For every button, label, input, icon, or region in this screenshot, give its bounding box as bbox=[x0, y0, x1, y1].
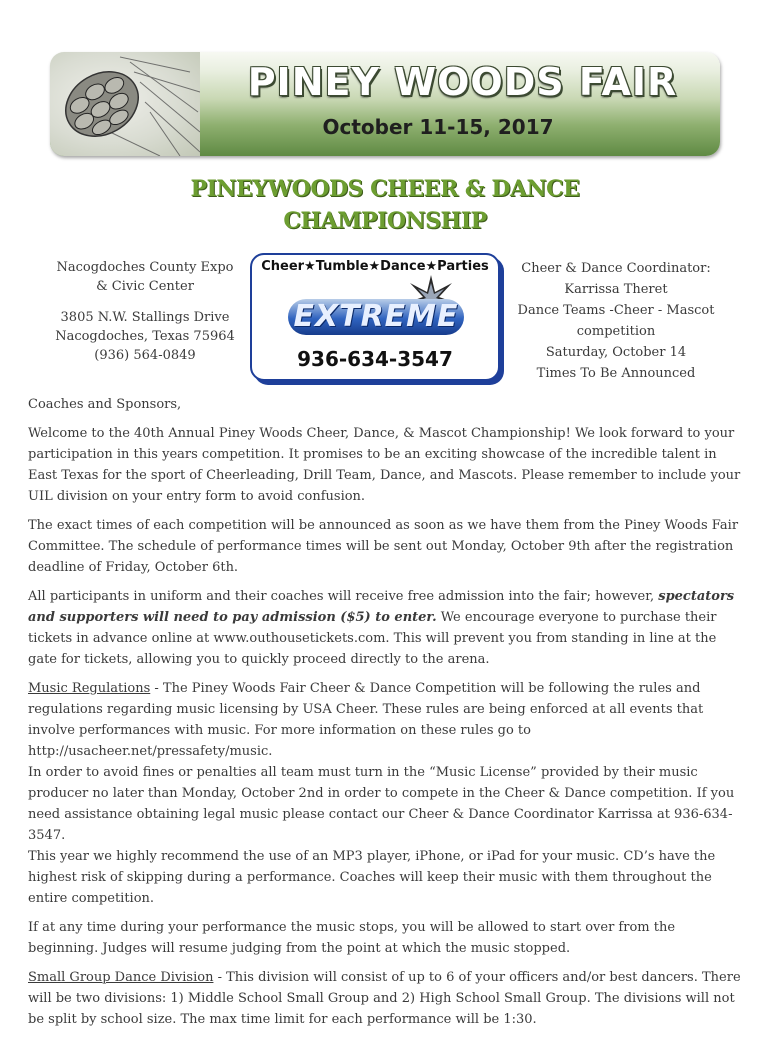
venue-city: Nacogdoches, Texas 75964 bbox=[55, 329, 235, 344]
coordinator-name: Karrissa Theret bbox=[564, 282, 668, 297]
venue-name: Nacogdoches County Expo bbox=[56, 260, 234, 275]
admission-emphasis: spectators and supporters will need to pay admission ($5) to enter. bbox=[28, 589, 735, 625]
venue-phone: (936) 564-0849 bbox=[94, 348, 196, 363]
small-group-text: - This division will consist of up to 6 of your officers and/or best dancers. There will be two divisions: 1) Middle School Small Group and 2) High School Small Group. The divisions will not be split by school size. The max time limit for each performance will be 1:30. bbox=[28, 970, 741, 1027]
banner-title: PINEY WOODS FAIR bbox=[247, 60, 678, 104]
pinecone-icon bbox=[50, 52, 200, 156]
paragraph-small-group bbox=[28, 967, 744, 1030]
extreme-logo bbox=[250, 253, 500, 381]
venue-name-2: & Civic Center bbox=[96, 279, 194, 294]
salutation: Coaches and Sponsors, bbox=[28, 397, 182, 412]
page-title-line2: CHAMPIONSHIP bbox=[283, 208, 487, 234]
fair-banner bbox=[50, 52, 720, 156]
coordinator-events-2: competition bbox=[576, 324, 656, 339]
paragraph-music-license: In order to avoid fines or penalties all team must turn in the “Music License” provided by their music producer no later than Monday, October 2nd in order to compete in the Cheer & Dance competition. If you need assistance obtaining legal music please contact our Cheer & Dance Coordinator Karrissa at 936-634-3547. bbox=[28, 765, 735, 843]
coordinator-times: Times To Be Announced bbox=[536, 366, 696, 381]
logo-tagline: Cheer★Tumble★Dance★Parties bbox=[261, 259, 489, 274]
admission-text-2: We encourage everyone to purchase their tickets in advance online at www.outhousetickets.com. This will prevent you from standing in line at the gate for tickets, allowing you to quickly proceed directly to the arena. bbox=[28, 610, 717, 667]
logo-wordmark: EXTREME bbox=[288, 299, 464, 335]
paragraph-times: The exact times of each competition will be announced as soon as we have them from the Piney Woods Fair Committee. The schedule of performance times will be sent out Monday, October 9th after the registration deadline of Friday, October 6th. bbox=[28, 518, 739, 575]
venue-info bbox=[40, 258, 250, 365]
pinecone-illustration bbox=[50, 52, 200, 156]
banner-date: October 11-15, 2017 bbox=[322, 115, 554, 139]
coordinator-day: Saturday, October 14 bbox=[545, 345, 687, 360]
letter-body bbox=[28, 394, 744, 1038]
coordinator-events: Dance Teams -Cheer - Mascot bbox=[517, 303, 715, 318]
page-title-line1: PINEYWOODS CHEER & DANCE bbox=[190, 176, 580, 202]
logo-phone: 936-634-3547 bbox=[297, 347, 453, 371]
paragraph-music-stops: If at any time during your performance the music stops, you will be allowed to start over from the beginning. Judges will resume judging from the point at which the music stopped. bbox=[28, 920, 676, 956]
paragraph-welcome: Welcome to the 40th Annual Piney Woods Cheer, Dance, & Mascot Championship! We look forward to your participation in this years competition. It promises to be an exciting showcase of the incredible talent in East Texas for the sport of Cheerleading, Drill Team, Dance, and Mascots. Please remember to include your UIL division on your entry form to avoid confusion. bbox=[28, 426, 741, 504]
music-regulations-heading: Music Regulations bbox=[28, 681, 151, 696]
coordinator-info bbox=[508, 258, 724, 384]
admission-text: All participants in uniform and their coaches will receive free admission into the fair; however, bbox=[28, 589, 659, 604]
music-text: - The Piney Woods Fair Cheer & Dance Competition will be following the rules and regulations regarding music licensing by USA Cheer. These rules are being enforced at all events that involve performances with music. For more information on these rules go to http://usacheer.net/pressafety/music. bbox=[28, 681, 704, 759]
paragraph-music bbox=[28, 678, 744, 762]
paragraph-admission bbox=[28, 586, 744, 670]
venue-address: 3805 N.W. Stallings Drive bbox=[60, 310, 230, 325]
small-group-heading: Small Group Dance Division bbox=[28, 970, 214, 985]
coordinator-title: Cheer & Dance Coordinator: bbox=[521, 261, 711, 276]
paragraph-music-devices: This year we highly recommend the use of an MP3 player, iPhone, or iPad for your music. CD’s have the highest risk of skipping during a performance. Coaches will keep their music with them throughout the entire competition. bbox=[28, 849, 716, 906]
